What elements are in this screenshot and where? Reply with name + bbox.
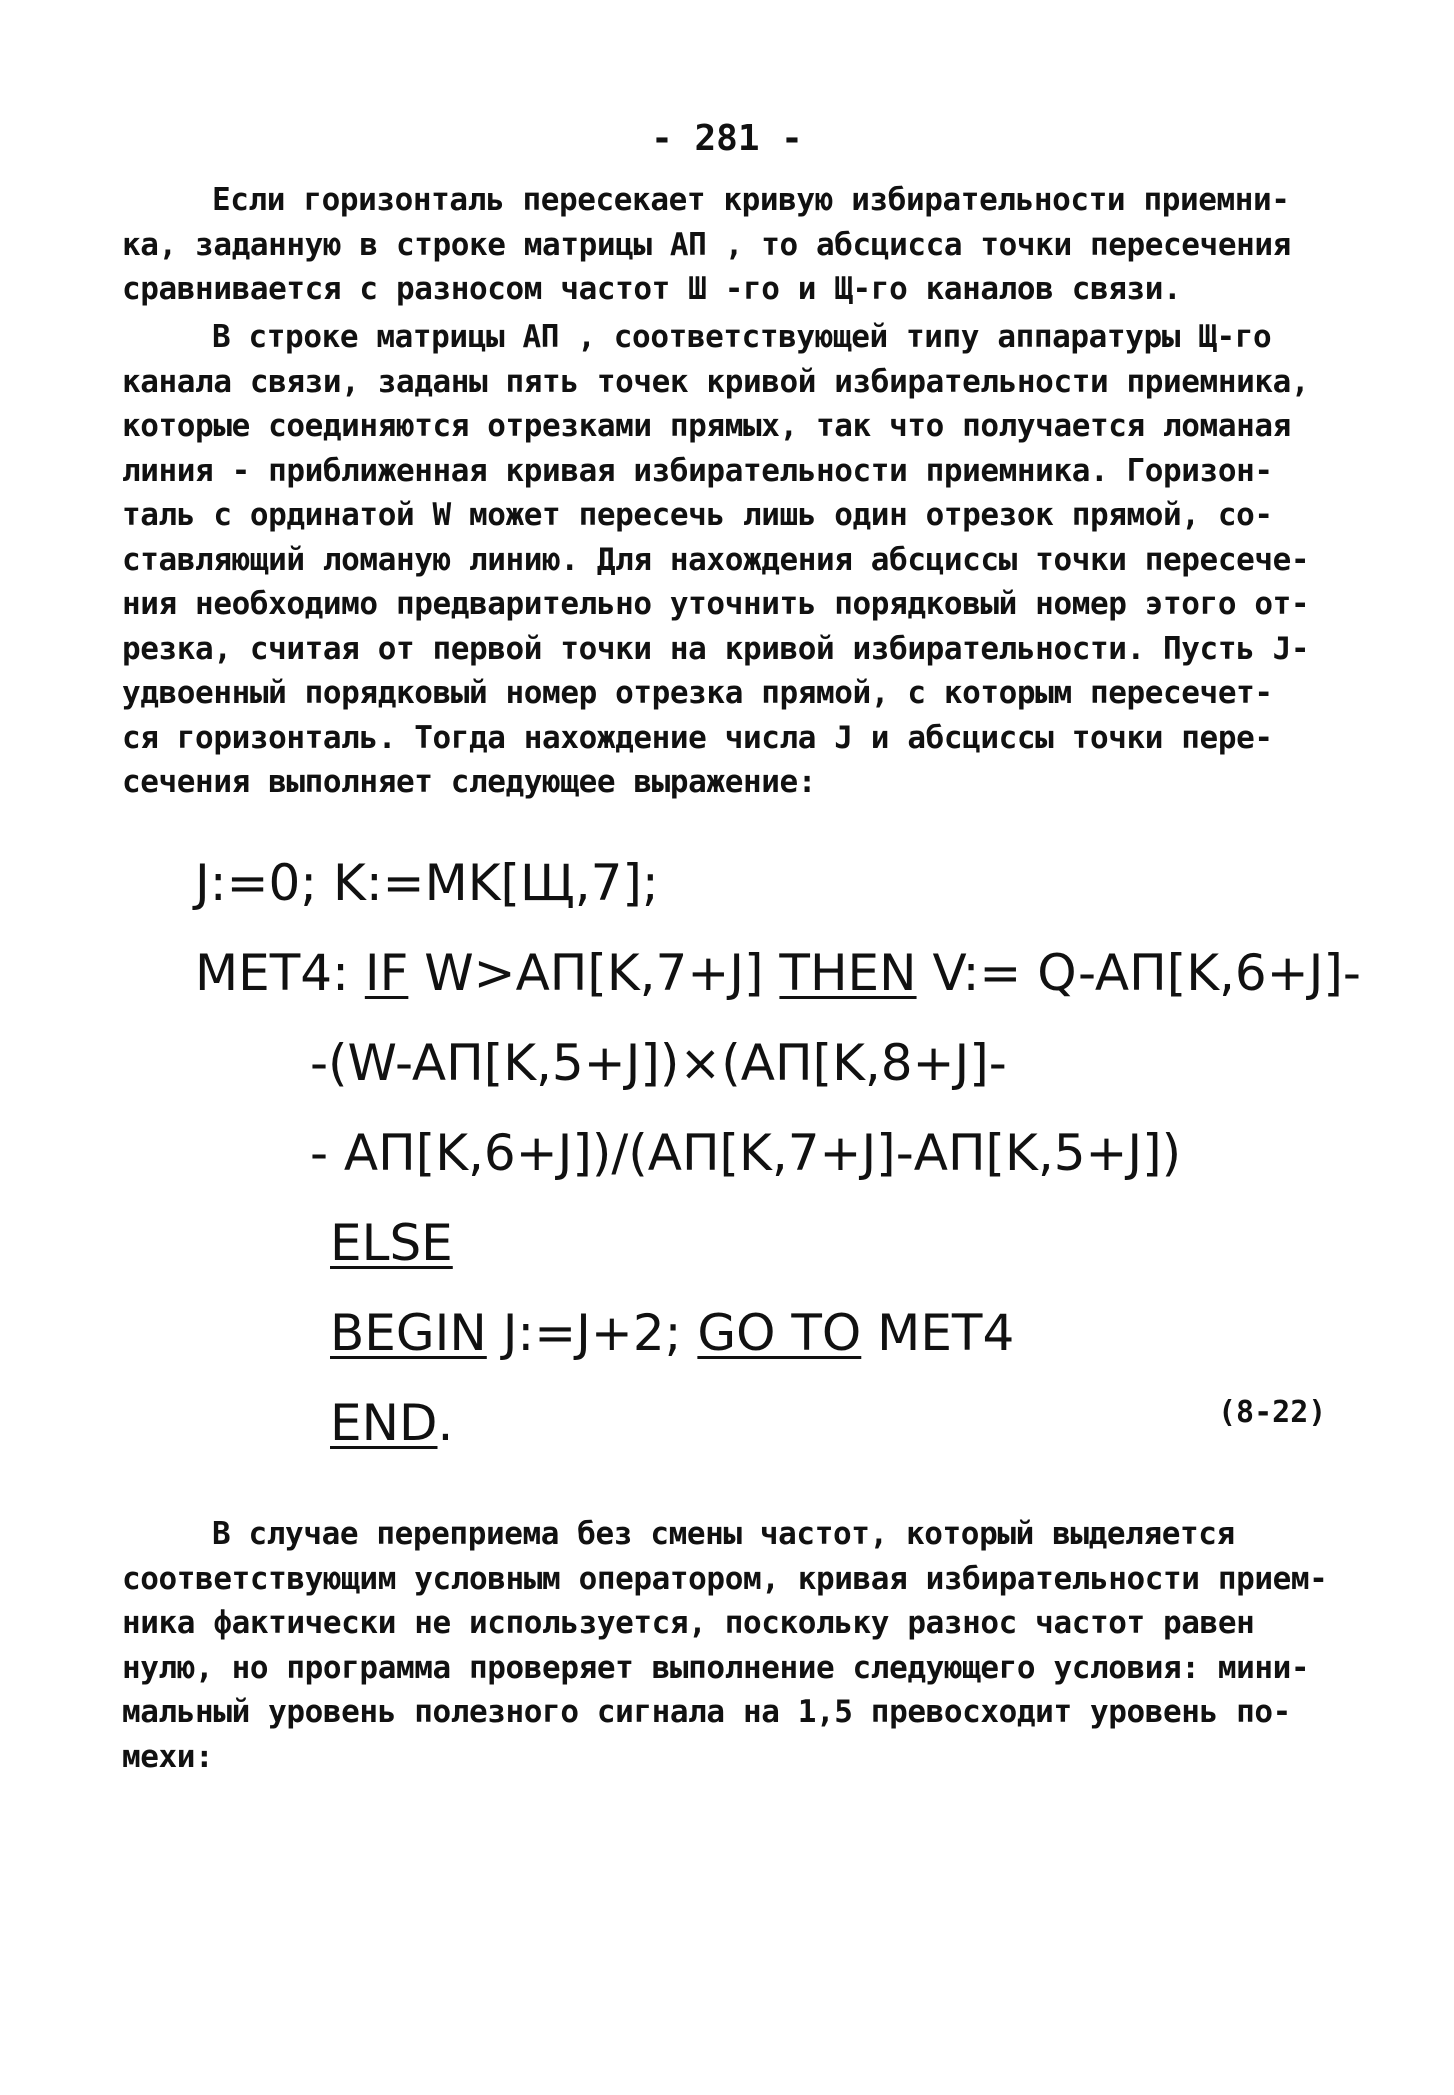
formula-condition: W>AП[K,7+J] [408,944,780,1002]
paragraph-3 [122,1512,1342,1779]
paragraph-1 [122,178,1342,312]
formula-period: . [437,1394,454,1452]
formula-assignment: V:= Q-AП[K,6+J]- [916,944,1361,1002]
text-line: линия - приближенная кривая избирательности приемника. Горизон- [122,452,1273,489]
text-line: ставляющий ломаную линию. Для нахождения абсциссы точки пересече- [122,541,1310,578]
text-line: соответствующим условным оператором, кривая избирательности прием- [122,1560,1328,1597]
algol-formula [195,838,1361,1468]
text-line: ника фактически не используется, поскольку разнос частот равен [122,1605,1255,1641]
text-line: ния необходимо предварительно уточнить порядковый номер этого от- [122,586,1310,622]
page-number: - 281 - [651,118,803,159]
formula-target: MET4 [861,1304,1015,1362]
text-line: В случае переприема без смены частот, который выделяется [212,1516,1235,1552]
text-line: таль с ординатой W может пересечь лишь один отрезок прямой, со- [122,497,1273,533]
formula-line-1: J:=0; K:=MK[Щ,7]; [195,854,659,912]
formula-line-5 [195,1198,1315,1288]
text-line: ся горизонталь. Тогда нахождение числа J и абсциссы точки пере- [122,719,1273,756]
text-line: сечения выполняет следующее выражение: [122,764,817,800]
text-line: ка, заданную в строке матрицы АП , то абсцисса точки пересечения [122,226,1291,263]
text-line: сравнивается с разносом частот Ш -го и Щ-го каналов связи. [122,271,1182,307]
formula-label: MET4: [195,944,365,1002]
text-line: мальный уровень полезного сигнала на 1,5 превосходит уровень по- [122,1694,1291,1730]
text-line: резка, считая от первой точки на кривой избирательности. Пусть J- [122,630,1310,667]
text-line: нулю, но программа проверяет выполнение следующего условия: мини- [122,1649,1310,1686]
text-line: В строке матрицы АП , соответствующей типу аппаратуры Щ-го [212,319,1272,355]
formula-line-2 [195,928,1361,1018]
keyword-then: THEN [779,944,917,1002]
paragraph-2 [122,315,1342,805]
keyword-begin: BEGIN [330,1304,487,1362]
keyword-else: ELSE [330,1214,453,1272]
text-line: канала связи, заданы пять точек кривой избирательности приемника, [122,363,1310,400]
text-line: которые соединяются отрезками прямых, так что получается ломаная [122,408,1291,444]
keyword-if: IF [364,944,409,1002]
formula-line-4: - AП[K,6+J])/(AП[K,7+J]-AП[K,5+J]) [310,1124,1182,1182]
text-line: удвоенный порядковый номер отрезка прямой, с которым пересечет- [122,675,1273,711]
keyword-goto: GO TO [697,1304,862,1362]
keyword-end: END [330,1394,438,1452]
formula-line-6 [195,1288,1315,1378]
text-line: мехи: [122,1738,214,1775]
equation-number: (8-22) [1218,1395,1327,1430]
formula-increment: J:=J+2; [486,1304,698,1362]
formula-line-7 [195,1378,1315,1468]
formula-line-3: -(W-AП[K,5+J])×(AП[K,8+J]- [310,1034,1007,1092]
text-line: Если горизонталь пересекает кривую избирательности приемни- [212,182,1290,218]
